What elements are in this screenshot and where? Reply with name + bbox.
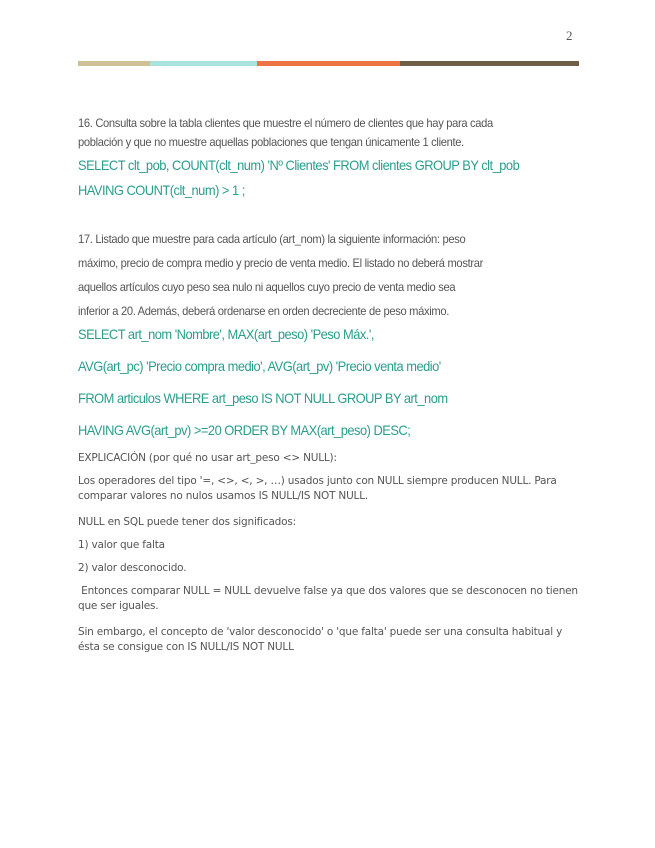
explanation-paragraph-2: NULL en SQL puede tener dos significados:: [78, 516, 296, 528]
q17-sql-line-4: HAVING AVG(art_pv) >=20 ORDER BY MAX(art_peso) DESC;: [78, 422, 411, 438]
q17-sql-line-2: AVG(art_pc) 'Precio compra medio', AVG(art_pv) 'Precio venta medio': [78, 358, 441, 374]
divider-segment-4: [400, 61, 579, 66]
explanation-paragraph-5: Entonces comparar NULL = NULL devuelve false ya que dos valores que se desconocen no tienen que ser iguales.: [78, 585, 582, 612]
q16-line-1: 16. Consulta sobre la tabla clientes que muestre el número de clientes que hay para cada: [78, 116, 493, 130]
divider-segment-3: [257, 61, 400, 66]
q17-sql-line-1: SELECT art_nom 'Nombre', MAX(art_peso) 'Peso Máx.',: [78, 326, 374, 342]
explanation-paragraph-4: 2) valor desconocido.: [78, 562, 187, 574]
explanation-paragraph-6: Sin embargo, el concepto de 'valor desconocido' o 'que falta' puede ser una consulta habitual y ésta se consigue con IS NULL/IS NOT NULL: [78, 626, 563, 653]
explanation-paragraph-3: 1) valor que falta: [78, 539, 165, 551]
q17-sql-line-3: FROM articulos WHERE art_peso IS NOT NULL GROUP BY art_nom: [78, 390, 448, 406]
q16-line-2: población y que no muestre aquellas poblaciones que tengan únicamente 1 cliente.: [78, 135, 464, 149]
explanation-paragraph-1: Los operadores del tipo '=, <>, <, >, …) usados junto con NULL siempre producen NULL. Para comparar valores no nulos usamos IS NULL/IS NOT NULL.: [78, 475, 557, 502]
q17-line-4: inferior a 20. Además, deberá ordenarse en orden decreciente de peso máximo.: [78, 304, 450, 318]
q17-line-2: máximo, precio de compra medio y precio de venta medio. El listado no deberá mostrar: [78, 256, 484, 270]
q17-line-1: 17. Listado que muestre para cada artículo (art_nom) la siguiente información: peso: [78, 232, 466, 246]
q17-line-3: aquellos artículos cuyo peso sea nulo ni aquellos cuyo precio de venta medio sea: [78, 280, 456, 294]
divider-segment-1: [78, 61, 150, 66]
q16-sql-line-2: HAVING COUNT(clt_num) > 1 ;: [78, 182, 245, 198]
divider-segment-2: [150, 61, 257, 66]
page-number: 2: [566, 28, 573, 43]
explanation-heading: EXPLICACIÓN (por qué no usar art_peso <> NULL):: [78, 452, 337, 464]
q16-sql-line-1: SELECT clt_pob, COUNT(clt_num) 'Nº Clientes' FROM clientes GROUP BY clt_pob: [78, 157, 520, 173]
